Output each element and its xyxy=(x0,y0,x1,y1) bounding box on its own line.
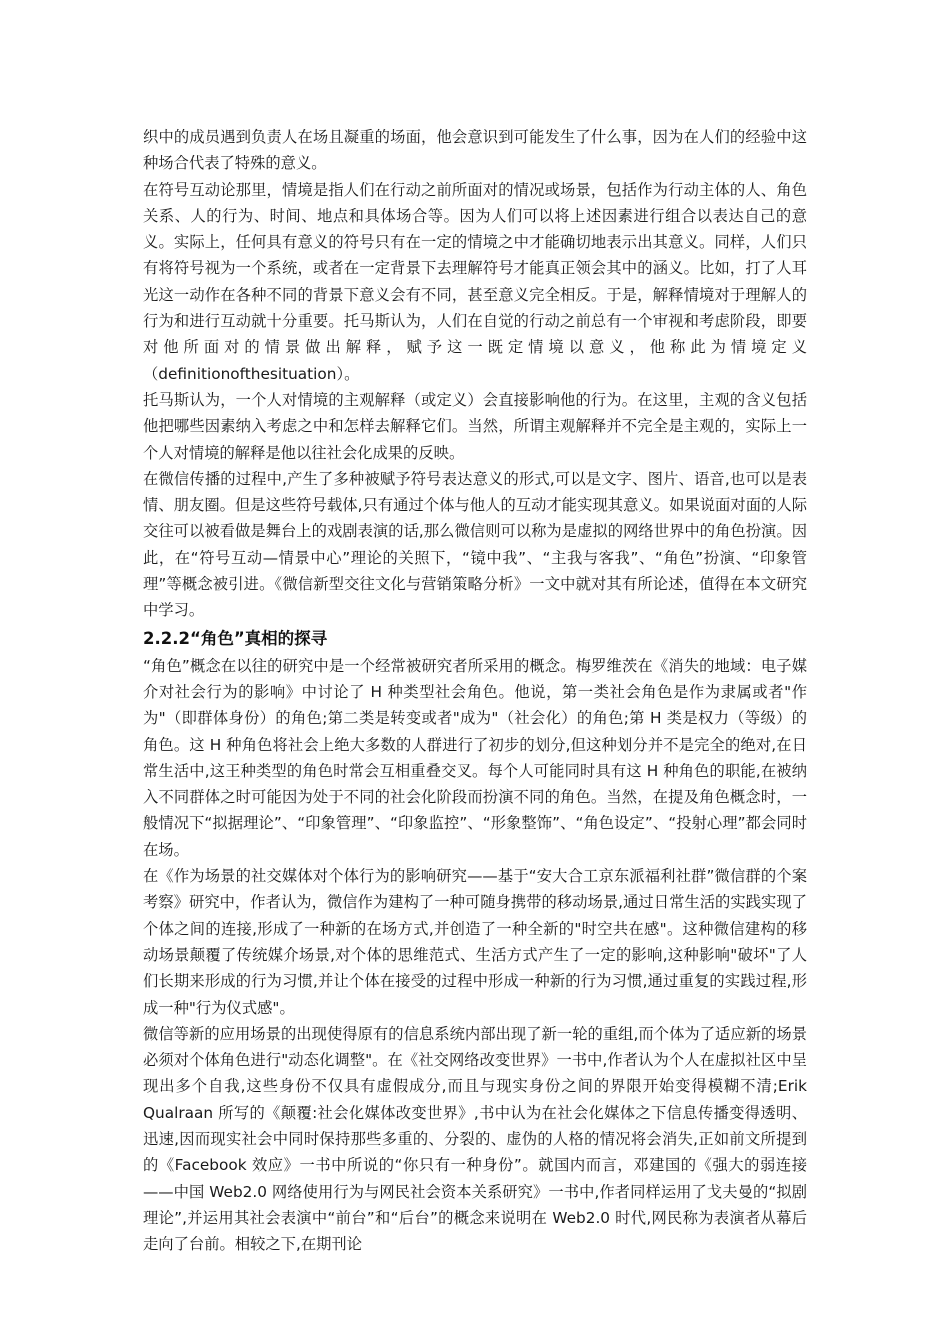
paragraph: 在微信传播的过程中,产生了多种被赋予符号表达意义的形式,可以是文字、图片、语音,也可以是表情、朋友圈。但是这些符号载体,只有通过个体与他人的互动才能实现其意义。如果说面对面的人际交往可以被看做是舞台上的戏剧表演的话,那么微信则可以称为是虚拟的网络世界中的角色扮演。因此，在“符号互动—情景中心”理论的关照下，“镜中我”、“主我与客我”、“角色”扮演、“印象管理”等概念被引进。《微信新型交往文化与营销策略分析》一文中就对其有所论述，值得在本文研究中学习。 xyxy=(143,469,807,620)
paragraph: 在符号互动论那里，情境是指人们在行动之前所面对的情况或场景，包括作为行动主体的人、角色关系、人的行为、时间、地点和具体场合等。因为人们可以将上述因素进行组合以表达自己的意义。实际上，任何具有意义的符号只有在一定的情境之中才能确切地表示出其意义。同样，人们只有将符号视为一个系统，或者在一定背景下去理解符号才能真正领会其中的涵义。比如，打了人耳光这一动作在各种不同的背景下意义会有不同，甚至意义完全相反。于是，解释情境对于理解人的行为和进行互动就十分重要。托马斯认为，人们在自觉的行动之前总有一个审视和考虑阶段，即要对他所面对的情景做出解释，赋予这一既定情境以意义，他称此为情境定义（definitionofthesituation）。 xyxy=(143,180,807,383)
paragraph: 托马斯认为，一个人对情境的主观解释（或定义）会直接影响他的行为。在这里，主观的含义包括他把哪些因素纳入考虑之中和怎样去解释它们。当然，所谓主观解释并不完全是主观的，实际上一个人对情境的解释是他以往社会化成果的反映。 xyxy=(143,390,807,462)
document-page xyxy=(143,124,807,1257)
paragraph: “角色”概念在以往的研究中是一个经常被研究者所采用的概念。梅罗维茨在《消失的地域：电子媒介对社会行为的影响》中讨论了 H 种类型社会角色。他说，第一类社会角色是作为隶属或者"作为"（即群体身份）的角色;第二类是转变或者"成为"（社会化）的角色;第 H 类是权力（等级）的角色。这 H 种角色将社会上绝大多数的人群进行了初步的划分,但这种划分并不是完全的绝对,在日常生活中,这王种类型的角色时常会互相重叠交叉。每个人可能同时具有这 H 种角色的职能,在被纳入不同群体之时可能因为处于不同的社会化阶段而扮演不同的角色。当然，在提及角色概念时，一般情况下“拟据理论”、“印象管理”、“印象监控”、“形象整饰”、“角色设定”、“投射心理”都会同时在场。 xyxy=(143,656,807,859)
section-heading: 2.2.2“角色”真相的探寻 xyxy=(143,628,328,648)
paragraph: 织中的成员遇到负责人在场且凝重的场面，他会意识到可能发生了什么事，因为在人们的经验中这种场合代表了特殊的意义。 xyxy=(143,128,807,173)
paragraph: 微信等新的应用场景的出现使得原有的信息系统内部出现了新一轮的重组,而个体为了适应新的场景必须对个体角色进行"动态化调整"。在《社交网络改变世界》一书中,作者认为个人在虚拟社区中呈现出多个自我,这些身份不仅具有虚假成分,而且与现实身份之间的界限开始变得模糊不清;Erik Qualraan 所写的《颠覆:社会化媒体改变世界》,书中认为在社会化媒体之下信息传播变得透明、迅速,因而现实社会中同时保持那些多重的、分裂的、虚伪的人格的情况将会消失,正如前文所提到的《Facebook 效应》一书中所说的“你只有一种身份”。就国内而言，邓建国的《强大的弱连接——中国 Web2.0 网络使用行为与网民社会资本关系研究》一书中,作者同样运用了戈夫曼的“拟剧理论”,并运用其社会表演中“前台”和“后台”的概念来说明在 Web2.0 时代,网民称为表演者从幕后走向了台前。相较之下,在期刊论 xyxy=(143,1024,807,1254)
paragraph: 在《作为场景的社交媒体对个体行为的影响研究——基于“安大合工京东派福利社群”微信群的个案考察》研究中，作者认为，微信作为建构了一种可随身携带的移动场景,通过日常生活的实践实现了个体之间的连接,形成了一种新的在场方式,并创造了一种全新的"时空共在感"。这种微信建构的移动场景颠覆了传统媒介场景,对个体的思维范式、生活方式产生了一定的影响,这种影响"破坏"了人们长期来形成的行为习惯,并让个体在接受的过程中形成一种新的行为习惯,通过重复的实践过程,形成一种"行为仪式感"。 xyxy=(143,867,807,1017)
